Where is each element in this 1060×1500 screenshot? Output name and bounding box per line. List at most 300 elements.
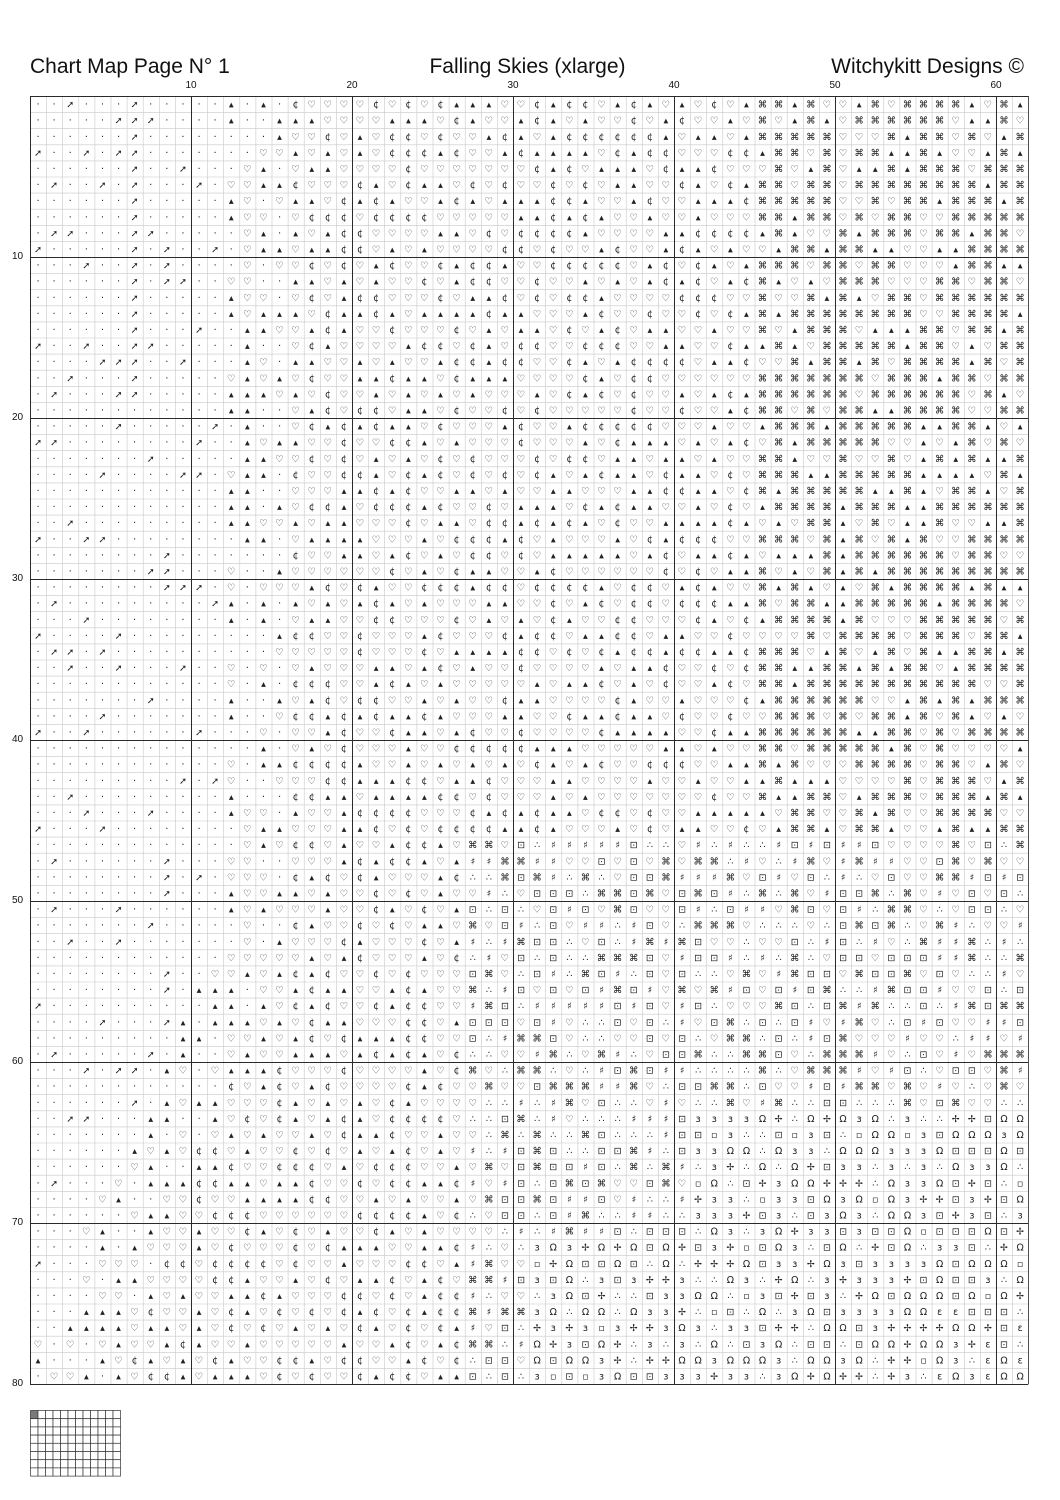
stitch-symbol: ▴ (631, 470, 636, 481)
stitch-symbol: · (246, 550, 249, 561)
stitch-symbol: · (149, 1259, 152, 1270)
stitch-symbol: ⌘ (758, 534, 767, 545)
stitch-symbol: ➚ (115, 422, 123, 433)
stitch-symbol: ▴ (261, 534, 266, 545)
stitch-symbol: · (165, 212, 168, 223)
stitch-symbol: ∴ (470, 1114, 476, 1125)
stitch-symbol: ♡ (613, 1033, 622, 1044)
stitch-symbol: ▴ (551, 792, 556, 803)
stitch-symbol: ¢ (389, 679, 395, 690)
stitch-symbol: ▴ (921, 518, 926, 529)
stitch-symbol: ♡ (227, 583, 236, 594)
stitch-symbol: ▴ (937, 695, 942, 706)
stitch-symbol: ▴ (422, 985, 427, 996)
stitch-symbol: ♡ (243, 164, 252, 175)
stitch-symbol: ⊡ (791, 1017, 799, 1028)
stitch-symbol: ➚ (163, 261, 171, 272)
stitch-symbol: ▴ (277, 180, 282, 191)
stitch-symbol: · (53, 937, 56, 948)
stitch-symbol: ▴ (615, 357, 620, 368)
stitch-symbol: ¢ (228, 1211, 234, 1222)
stitch-symbol: ⌘ (838, 389, 847, 400)
stitch-symbol: ♡ (436, 1017, 445, 1028)
stitch-symbol: ♡ (501, 567, 510, 578)
stitch-symbol: ⌘ (854, 679, 863, 690)
stitch-symbol: · (53, 1033, 56, 1044)
stitch-symbol: ➚ (131, 325, 139, 336)
stitch-symbol: · (230, 132, 233, 143)
stitch-symbol: ▴ (905, 148, 910, 159)
stitch-symbol: ♡ (324, 196, 333, 207)
stitch-symbol: ♡ (710, 373, 719, 384)
stitch-symbol: ♡ (163, 1355, 172, 1366)
stitch-symbol: ▴ (744, 760, 749, 771)
stitch-symbol: ▴ (390, 1339, 395, 1350)
stitch-symbol: · (53, 196, 56, 207)
stitch-symbol: ♡ (533, 245, 542, 256)
stitch-symbol: ▴ (277, 373, 282, 384)
stitch-symbol: ▴ (631, 663, 636, 674)
stitch-symbol: · (149, 1098, 152, 1109)
stitch-symbol: ¢ (631, 631, 637, 642)
stitch-symbol: · (197, 808, 200, 819)
stitch-symbol: ⌘ (854, 245, 863, 256)
stitch-symbol: ⌘ (903, 486, 912, 497)
stitch-symbol: · (133, 502, 136, 513)
stitch-symbol: ¢ (727, 180, 733, 191)
stitch-symbol: ⊡ (984, 1146, 992, 1157)
stitch-symbol: ▴ (438, 872, 443, 883)
stitch-symbol: ➚ (115, 631, 123, 642)
stitch-symbol: ✢ (1016, 1291, 1024, 1302)
stitch-symbol: · (246, 132, 249, 143)
stitch-symbol: ▴ (728, 277, 733, 288)
stitch-symbol: ¢ (631, 647, 637, 658)
stitch-symbol: ⌘ (581, 1211, 590, 1222)
stitch-symbol: ▴ (438, 550, 443, 561)
stitch-symbol: ✢ (791, 1323, 799, 1334)
stitch-symbol: · (246, 148, 249, 159)
stitch-symbol: ⌘ (999, 792, 1008, 803)
stitch-symbol: ∴ (872, 1098, 878, 1109)
stitch-symbol: · (133, 1130, 136, 1141)
stitch-symbol: ▴ (744, 518, 749, 529)
stitch-symbol: · (246, 599, 249, 610)
stitch-symbol: ▴ (197, 1339, 202, 1350)
stitch-symbol: ♡ (291, 406, 300, 417)
stitch-symbol: ♡ (404, 196, 413, 207)
stitch-symbol: ▴ (841, 615, 846, 626)
stitch-symbol: ♡ (468, 1130, 477, 1141)
stitch-symbol: ♡ (935, 711, 944, 722)
stitch-symbol: ♡ (581, 164, 590, 175)
stitch-symbol: ∴ (888, 1114, 894, 1125)
stitch-symbol: ¢ (502, 406, 508, 417)
stitch-symbol: · (246, 760, 249, 771)
stitch-symbol: ⌘ (854, 406, 863, 417)
stitch-symbol: · (36, 422, 39, 433)
stitch-symbol: ∴ (872, 1162, 878, 1173)
stitch-symbol: ¢ (373, 1227, 379, 1238)
stitch-symbol: ▴ (261, 164, 266, 175)
stitch-symbol: ➚ (82, 261, 90, 272)
stitch-symbol: ♡ (420, 760, 429, 771)
stitch-symbol: ⌘ (484, 1082, 493, 1093)
stitch-symbol: ➚ (82, 534, 90, 545)
stitch-symbol: ⌘ (870, 389, 879, 400)
stitch-symbol: ¢ (534, 631, 540, 642)
stitch-symbol: · (101, 663, 104, 674)
stitch-symbol: ¢ (647, 132, 653, 143)
stitch-symbol: ♡ (340, 1001, 349, 1012)
stitch-symbol: ▴ (792, 776, 797, 787)
stitch-symbol: ▴ (551, 470, 556, 481)
stitch-symbol: ♡ (227, 760, 236, 771)
stitch-symbol: ♡ (324, 953, 333, 964)
stitch-symbol: · (53, 277, 56, 288)
row-number: 40 (12, 734, 23, 746)
stitch-symbol: ♡ (227, 1339, 236, 1350)
stitch-symbol: ¢ (389, 1178, 395, 1189)
stitch-symbol: ¢ (405, 840, 411, 851)
stitch-symbol: ▴ (615, 454, 620, 465)
stitch-symbol: ▴ (390, 357, 395, 368)
stitch-symbol: ♡ (324, 486, 333, 497)
stitch-symbol: ▫ (904, 1130, 910, 1141)
stitch-symbol: ¢ (695, 599, 701, 610)
stitch-symbol: ➚ (115, 389, 123, 400)
stitch-symbol: ♡ (291, 615, 300, 626)
stitch-symbol: ▴ (309, 663, 314, 674)
stitch-symbol: ¢ (277, 1098, 283, 1109)
stitch-symbol: ✢ (839, 1178, 847, 1189)
stitch-symbol: ¢ (325, 406, 331, 417)
stitch-symbol: ♡ (372, 148, 381, 159)
stitch-symbol: ⌘ (565, 1082, 574, 1093)
stitch-symbol: ⌘ (999, 1066, 1008, 1077)
stitch-symbol: · (278, 357, 281, 368)
stitch-symbol: ¢ (534, 583, 540, 594)
stitch-symbol: ▴ (277, 889, 282, 900)
stitch-symbol: ▴ (390, 905, 395, 916)
stitch-symbol: ⌘ (951, 776, 960, 787)
stitch-symbol: ⊡ (920, 1275, 928, 1286)
stitch-symbol: ⌘ (1015, 341, 1024, 352)
stitch-symbol: ¢ (148, 1307, 154, 1318)
stitch-symbol: · (117, 470, 120, 481)
stitch-symbol: ¢ (373, 889, 379, 900)
stitch-symbol: ♡ (372, 1146, 381, 1157)
stitch-symbol: ▴ (406, 792, 411, 803)
stitch-symbol: ¢ (582, 100, 588, 111)
stitch-symbol: · (165, 776, 168, 787)
stitch-symbol: · (101, 744, 104, 755)
stitch-symbol: ♡ (951, 132, 960, 143)
stitch-symbol: Ω (872, 1339, 879, 1350)
stitch-symbol: ¢ (341, 212, 347, 223)
stitch-symbol: ✢ (726, 1162, 734, 1173)
stitch-symbol: · (197, 357, 200, 368)
stitch-symbol: ♡ (307, 728, 316, 739)
stitch-symbol: ¢ (325, 132, 331, 143)
stitch-symbol: ▴ (680, 470, 685, 481)
stitch-symbol: з (744, 1323, 749, 1334)
stitch-symbol: ⊡ (1000, 889, 1008, 900)
stitch-symbol: ♡ (340, 1082, 349, 1093)
stitch-symbol: ¢ (663, 164, 669, 175)
stitch-symbol: ♯ (873, 856, 878, 867)
stitch-symbol: ♯ (664, 1114, 669, 1125)
stitch-symbol: ♡ (372, 1114, 381, 1125)
stitch-symbol: ♡ (549, 309, 558, 320)
stitch-symbol: · (36, 116, 39, 127)
stitch-symbol: · (117, 1243, 120, 1254)
stitch-symbol: ♡ (726, 695, 735, 706)
stitch-symbol: ♯ (953, 1050, 958, 1061)
stitch-symbol: ♡ (951, 728, 960, 739)
stitch-symbol: · (165, 1001, 168, 1012)
stitch-symbol: · (69, 711, 72, 722)
stitch-symbol: · (149, 148, 152, 159)
stitch-symbol: ♡ (935, 1033, 944, 1044)
stitch-symbol: · (69, 744, 72, 755)
stitch-symbol: ⌘ (951, 599, 960, 610)
stitch-symbol: ♡ (404, 647, 413, 658)
stitch-symbol: ⊡ (839, 1098, 847, 1109)
stitch-symbol: ♡ (98, 1259, 107, 1270)
stitch-symbol: ♡ (549, 679, 558, 690)
stitch-symbol: · (85, 889, 88, 900)
stitch-symbol: ▴ (792, 454, 797, 465)
stitch-symbol: · (149, 325, 152, 336)
stitch-symbol: ▴ (470, 663, 475, 674)
stitch-symbol: ¢ (309, 792, 315, 803)
stitch-symbol: ⊡ (903, 1066, 911, 1077)
stitch-symbol: · (133, 599, 136, 610)
stitch-symbol: ¢ (244, 1211, 250, 1222)
stitch-symbol: ⌘ (1015, 534, 1024, 545)
stitch-symbol: ▴ (808, 277, 813, 288)
stitch-symbol: ⊡ (807, 872, 815, 883)
stitch-symbol: ♡ (179, 1066, 188, 1077)
stitch-symbol: ▴ (615, 728, 620, 739)
stitch-symbol: ♡ (597, 357, 606, 368)
stitch-symbol: ▴ (229, 1178, 234, 1189)
stitch-symbol: ♡ (340, 599, 349, 610)
stitch-symbol: ♡ (420, 824, 429, 835)
stitch-symbol: ¢ (373, 1211, 379, 1222)
stitch-symbol: · (197, 116, 200, 127)
stitch-symbol: · (36, 277, 39, 288)
stitch-symbol: ∴ (695, 1033, 701, 1044)
stitch-symbol: ⌘ (999, 245, 1008, 256)
stitch-symbol: ♡ (356, 389, 365, 400)
stitch-symbol: ♡ (501, 776, 510, 787)
stitch-symbol: ▴ (470, 760, 475, 771)
stitch-symbol: ⌘ (919, 341, 928, 352)
stitch-symbol: ♡ (871, 212, 880, 223)
stitch-symbol: ▴ (358, 132, 363, 143)
stitch-symbol: ♡ (758, 357, 767, 368)
stitch-symbol: ♡ (968, 406, 977, 417)
stitch-symbol: ➚ (50, 905, 58, 916)
stitch-symbol: · (117, 406, 120, 417)
stitch-symbol: ♯ (567, 905, 572, 916)
stitch-symbol: ♡ (774, 1082, 783, 1093)
stitch-symbol: ♯ (567, 1211, 572, 1222)
stitch-symbol: · (165, 534, 168, 545)
stitch-symbol: ♡ (307, 100, 316, 111)
stitch-symbol: ⊡ (549, 985, 557, 996)
stitch-symbol: Ω (984, 1227, 991, 1238)
stitch-symbol: ⌘ (758, 116, 767, 127)
stitch-symbol: ∴ (985, 969, 991, 980)
stitch-symbol: ♡ (646, 567, 655, 578)
stitch-symbol: ⌘ (1015, 132, 1024, 143)
stitch-symbol: ▴ (647, 663, 652, 674)
stitch-symbol: ▴ (647, 776, 652, 787)
stitch-symbol: ♡ (678, 373, 687, 384)
stitch-symbol: · (197, 148, 200, 159)
stitch-symbol: ▴ (696, 502, 701, 513)
stitch-symbol: ⌘ (919, 389, 928, 400)
stitch-symbol: ¢ (727, 679, 733, 690)
stitch-symbol: ♡ (243, 212, 252, 223)
stitch-symbol: ✢ (1000, 1243, 1008, 1254)
stitch-symbol: ▴ (197, 1243, 202, 1254)
stitch-symbol: ⊡ (501, 1194, 509, 1205)
stitch-symbol: ¢ (743, 357, 749, 368)
stitch-symbol: ⌘ (774, 728, 783, 739)
stitch-symbol: ♡ (968, 760, 977, 771)
stitch-symbol: ¢ (244, 1114, 250, 1125)
stitch-symbol: ♡ (662, 969, 671, 980)
stitch-symbol: ♡ (613, 744, 622, 755)
stitch-symbol: ▴ (503, 148, 508, 159)
stitch-symbol: ¢ (438, 341, 444, 352)
stitch-symbol: ➚ (147, 341, 155, 352)
stitch-symbol: ♡ (581, 728, 590, 739)
stitch-symbol: ▴ (390, 1033, 395, 1044)
stitch-symbol: ♡ (984, 1066, 993, 1077)
stitch-symbol: · (181, 486, 184, 497)
stitch-symbol: ♡ (694, 100, 703, 111)
stitch-symbol: ♯ (809, 840, 814, 851)
stitch-symbol: · (181, 212, 184, 223)
stitch-symbol: ▴ (197, 1323, 202, 1334)
stitch-symbol: ♡ (629, 744, 638, 755)
stitch-symbol: ▴ (406, 1355, 411, 1366)
stitch-symbol: ♡ (420, 422, 429, 433)
stitch-symbol: ¢ (647, 357, 653, 368)
stitch-symbol: ▴ (261, 905, 266, 916)
stitch-symbol: · (69, 534, 72, 545)
stitch-symbol: · (117, 502, 120, 513)
stitch-symbol: ♡ (291, 1130, 300, 1141)
stitch-symbol: Ω (598, 1339, 605, 1350)
stitch-symbol: ¢ (518, 245, 524, 256)
stitch-symbol: ♡ (388, 180, 397, 191)
stitch-symbol: ♯ (809, 1033, 814, 1044)
stitch-symbol: ♡ (501, 969, 510, 980)
stitch-symbol: ♡ (436, 1033, 445, 1044)
stitch-symbol: ▴ (422, 1066, 427, 1077)
stitch-symbol: ♡ (581, 1098, 590, 1109)
stitch-symbol: ⊡ (710, 889, 718, 900)
stitch-symbol: ▴ (519, 309, 524, 320)
stitch-symbol: ▴ (776, 760, 781, 771)
stitch-symbol: ♡ (984, 921, 993, 932)
stitch-symbol: ¢ (357, 695, 363, 706)
stitch-symbol: ♡ (758, 856, 767, 867)
stitch-symbol: ▴ (358, 422, 363, 433)
stitch-symbol: ▴ (470, 116, 475, 127)
stitch-symbol: ⌘ (806, 808, 815, 819)
stitch-symbol: ▴ (857, 228, 862, 239)
stitch-symbol: ♡ (356, 341, 365, 352)
stitch-symbol: ♡ (678, 148, 687, 159)
stitch-symbol: ♡ (388, 953, 397, 964)
stitch-symbol: ⌘ (951, 760, 960, 771)
stitch-symbol: · (262, 631, 265, 642)
stitch-symbol: ⌘ (870, 502, 879, 513)
stitch-symbol: ▴ (969, 583, 974, 594)
stitch-symbol: ♡ (436, 969, 445, 980)
stitch-symbol: ♡ (324, 373, 333, 384)
stitch-symbol: ¢ (405, 824, 411, 835)
stitch-symbol: ➚ (66, 792, 74, 803)
stitch-symbol: ⌘ (790, 711, 799, 722)
stitch-symbol: ε (937, 1372, 942, 1383)
stitch-symbol: · (69, 1355, 72, 1366)
stitch-symbol: ▴ (696, 438, 701, 449)
stitch-symbol: · (214, 711, 217, 722)
stitch-symbol: ♡ (259, 985, 268, 996)
stitch-symbol: ⌘ (806, 325, 815, 336)
stitch-symbol: ∴ (743, 1307, 749, 1318)
stitch-symbol: ♡ (726, 792, 735, 803)
stitch-symbol: ⊡ (630, 905, 638, 916)
stitch-symbol: ¢ (373, 100, 379, 111)
stitch-symbol: · (149, 583, 152, 594)
stitch-symbol: ♯ (680, 1017, 685, 1028)
stitch-symbol: ♯ (567, 1194, 572, 1205)
stitch-symbol: ♡ (452, 293, 461, 304)
stitch-symbol: ♡ (678, 792, 687, 803)
stitch-symbol: ∴ (486, 1098, 492, 1109)
stitch-symbol: ⊡ (630, 1259, 638, 1270)
stitch-symbol: ¢ (421, 937, 427, 948)
stitch-symbol: ▴ (422, 245, 427, 256)
stitch-symbol: ♡ (629, 776, 638, 787)
stitch-symbol: ▴ (486, 373, 491, 384)
stitch-symbol: ♡ (307, 776, 316, 787)
stitch-symbol: ▴ (454, 100, 459, 111)
stitch-symbol: ♡ (710, 631, 719, 642)
stitch-symbol: ¢ (615, 615, 621, 626)
stitch-symbol: ⊡ (887, 969, 895, 980)
stitch-symbol: ▴ (503, 309, 508, 320)
stitch-symbol: ∴ (566, 1146, 572, 1157)
stitch-symbol: ♡ (823, 1017, 832, 1028)
stitch-symbol: · (197, 1050, 200, 1061)
stitch-symbol: ▴ (470, 567, 475, 578)
stitch-symbol: ⊡ (855, 1259, 863, 1270)
stitch-symbol: ⌘ (919, 647, 928, 658)
stitch-symbol: ♡ (662, 196, 671, 207)
stitch-symbol: ♡ (694, 406, 703, 417)
stitch-symbol: ¢ (405, 1082, 411, 1093)
